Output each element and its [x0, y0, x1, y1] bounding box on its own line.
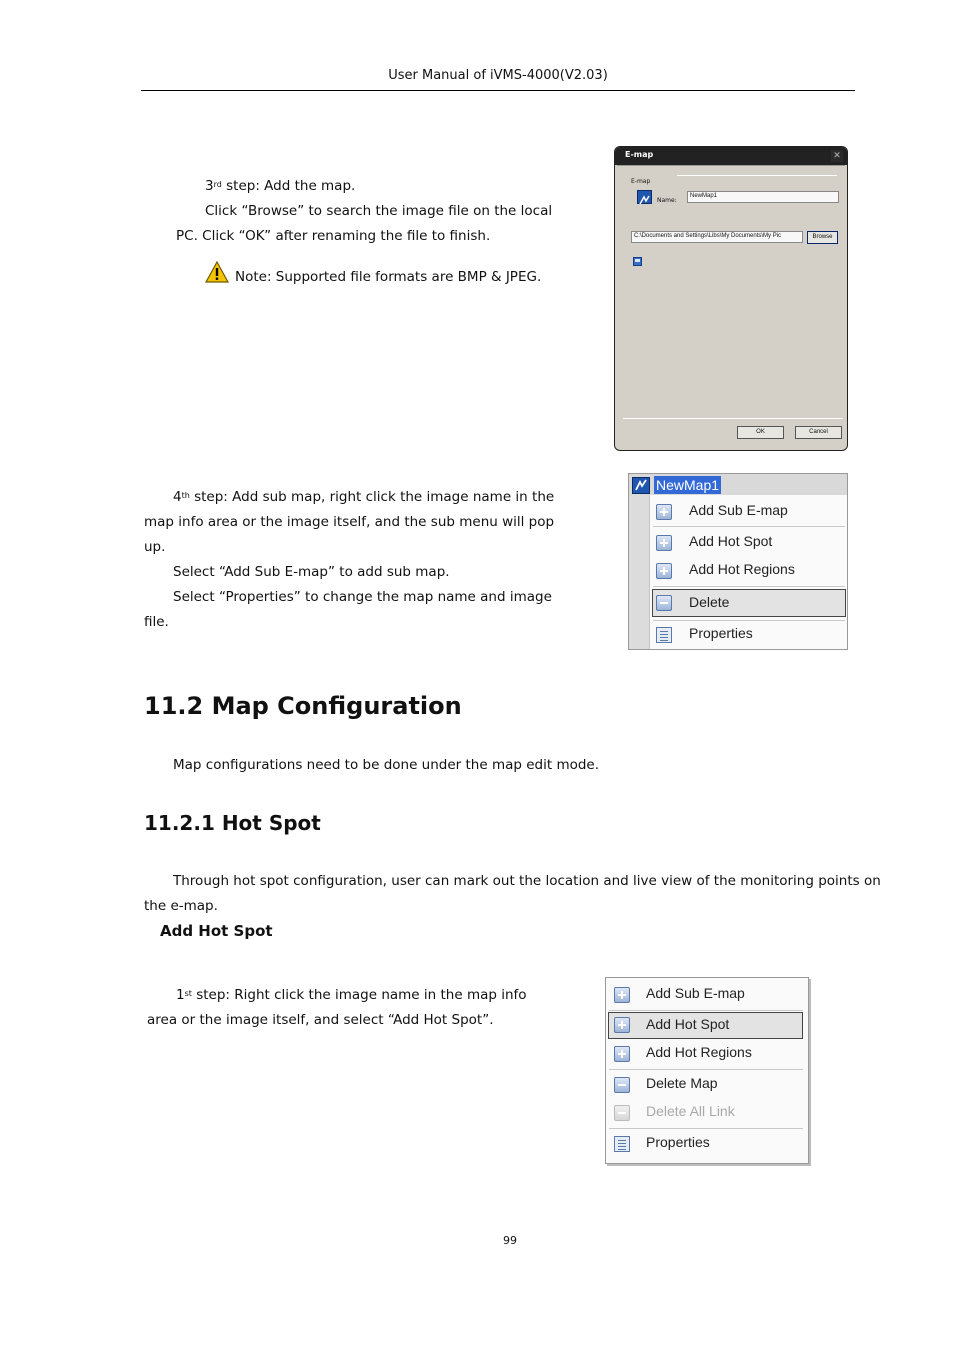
- close-icon[interactable]: ✕: [831, 150, 843, 162]
- context-menu-1: [628, 473, 848, 650]
- step3-note: Note: Supported file formats are BMP & JPEG.: [235, 269, 542, 285]
- emap-dialog: [614, 146, 848, 451]
- add-icon: [656, 535, 672, 551]
- add-hot-spot-heading: Add Hot Spot: [160, 922, 273, 940]
- properties-icon: [614, 1136, 630, 1152]
- menu-item-add-sub-emap[interactable]: Add Sub E-map: [653, 499, 845, 525]
- menu-separator: [653, 526, 845, 527]
- add-icon: [614, 1017, 630, 1033]
- cancel-button[interactable]: Cancel: [795, 426, 842, 439]
- map-name-label[interactable]: NewMap1: [656, 477, 720, 493]
- step1-line2: area or the image itself, and select “Add Hot Spot”.: [147, 1012, 494, 1028]
- menu-item-add-sub-emap[interactable]: Add Sub E-map: [609, 982, 805, 1008]
- context-menu-2: [605, 977, 809, 1164]
- map-icon: [637, 190, 652, 204]
- step3-heading: 3rd step: Add the map.: [205, 178, 356, 194]
- group-label: E-map: [631, 178, 651, 185]
- menu-separator: [609, 1128, 803, 1129]
- menu-item-add-hot-regions[interactable]: Add Hot Regions: [609, 1041, 805, 1067]
- page-number: 99: [503, 1234, 517, 1247]
- browse-button[interactable]: Browse: [807, 231, 838, 244]
- name-input[interactable]: NewMap1: [687, 191, 839, 203]
- menu-item-add-hot-regions[interactable]: Add Hot Regions: [653, 558, 845, 584]
- menu-separator: [653, 586, 845, 587]
- menu-separator: [609, 1010, 803, 1011]
- section-intro: Map configurations need to be done under the map edit mode.: [173, 757, 600, 773]
- name-label: Name:: [657, 197, 677, 204]
- page-header: User Manual of iVMS-4000(V2.03): [388, 68, 608, 83]
- step4-line2: map info area or the image itself, and the sub menu will pop: [144, 514, 555, 530]
- subsection-title: 11.2.1 Hot Spot: [144, 811, 321, 835]
- preview-area: [625, 270, 843, 415]
- dialog-titlebar: [615, 147, 847, 165]
- menu-gutter: [629, 474, 650, 649]
- group-rule: [677, 175, 837, 176]
- menu-item-delete[interactable]: Delete: [652, 589, 846, 617]
- menu-item-properties[interactable]: Properties: [609, 1131, 805, 1157]
- subsection-line2: the e-map.: [144, 898, 218, 914]
- map-tree-row[interactable]: [629, 474, 847, 495]
- menu-separator: [653, 620, 845, 621]
- header-rule: [141, 90, 855, 91]
- dialog-title: E-map: [625, 150, 654, 159]
- section-title: 11.2 Map Configuration: [144, 692, 462, 720]
- add-icon: [656, 563, 672, 579]
- step1-heading: 1st step: Right click the image name in the map info: [176, 987, 527, 1003]
- path-input[interactable]: C:\Documents and Settings\Libs\My Documents\My Pic: [631, 231, 803, 243]
- menu-item-add-hot-spot[interactable]: Add Hot Spot: [653, 530, 845, 556]
- menu-item-add-hot-spot[interactable]: Add Hot Spot: [608, 1012, 803, 1039]
- step3-line1: Click “Browse” to search the image file on the local: [205, 203, 553, 219]
- menu-item-delete-map[interactable]: Delete Map: [609, 1072, 805, 1098]
- delete-icon: [614, 1105, 630, 1121]
- warning-icon: [205, 261, 229, 283]
- ok-button[interactable]: OK: [737, 426, 784, 439]
- save-icon: [633, 257, 642, 266]
- step4-line3: up.: [144, 539, 166, 555]
- menu-item-delete-all-link: Delete All Link: [609, 1100, 805, 1126]
- delete-icon: [656, 595, 672, 611]
- subsection-line1: Through hot spot configuration, user can mark out the location and live view of the monitoring points on: [173, 873, 881, 889]
- add-icon: [656, 504, 672, 520]
- step4-line6: file.: [144, 614, 169, 630]
- delete-icon: [614, 1077, 630, 1093]
- menu-separator: [609, 1069, 803, 1070]
- step4-line4: Select “Add Sub E-map” to add sub map.: [173, 564, 450, 580]
- menu-item-properties[interactable]: Properties: [653, 622, 845, 648]
- dialog-body: [617, 165, 845, 448]
- properties-icon: [656, 627, 672, 643]
- add-icon: [614, 987, 630, 1003]
- add-icon: [614, 1046, 630, 1062]
- step4-line5: Select “Properties” to change the map name and image: [173, 589, 552, 605]
- step3-line2: PC. Click “OK” after renaming the file to finish.: [176, 228, 491, 244]
- button-rule: [623, 418, 843, 419]
- map-icon: [632, 477, 650, 494]
- step4-heading: 4th step: Add sub map, right click the image name in the: [173, 489, 555, 505]
